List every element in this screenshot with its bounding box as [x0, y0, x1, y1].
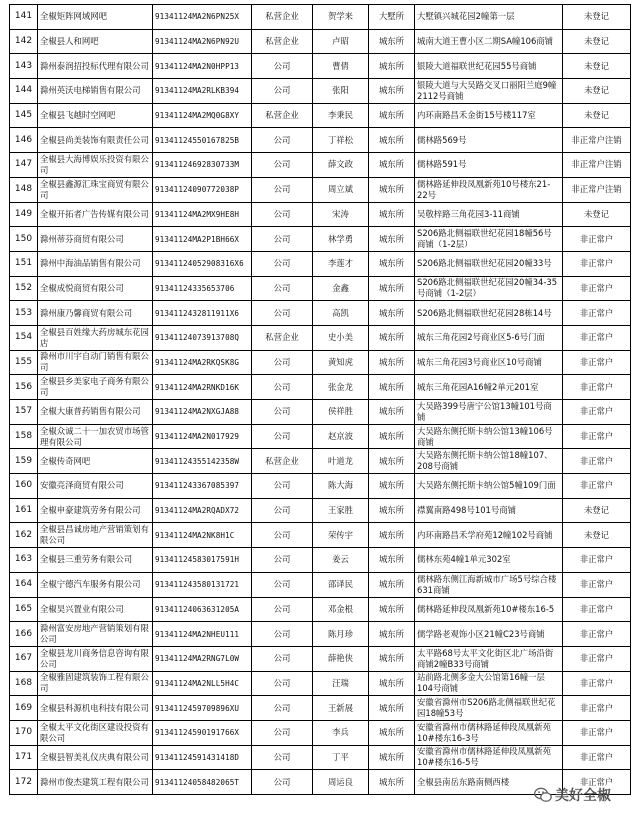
company-name-cell: 滁州富安房地产营销策划有限公司	[38, 622, 153, 647]
tax-office-cell: 城东所	[369, 622, 415, 647]
row-number-cell: 143	[10, 54, 38, 79]
table-row	[10, 325, 631, 350]
address-cell: 城东三角花园2号商业区5-6号门面	[415, 325, 563, 350]
enterprise-type-cell: 公司	[252, 153, 313, 178]
credit-code-cell: 9134112432811911X6	[153, 301, 252, 326]
company-name-cell: 滁州英沃电梯销售有限公司	[38, 79, 153, 104]
enterprise-type-cell: 公司	[252, 523, 313, 548]
row-number-cell: 157	[10, 400, 38, 425]
tax-office-cell: 大墅所	[369, 5, 415, 30]
company-name-cell: 滁州蒂芬商贸有限公司	[38, 227, 153, 252]
status-cell: 非正常户	[563, 597, 631, 622]
enterprise-type-cell: 公司	[252, 770, 313, 795]
legal-person-cell: 金鑫	[313, 276, 369, 301]
credit-code-cell: 91341124MA2N6PN92U	[153, 29, 252, 54]
row-number-cell: 170	[10, 720, 38, 745]
company-name-cell: 全椒开拓者广告传媒有限公司	[38, 202, 153, 227]
tax-office-cell: 城东所	[369, 54, 415, 79]
address-cell: 大吴路399号唐宁公馆13幢101号商铺	[415, 400, 563, 425]
row-number-cell: 141	[10, 5, 38, 30]
legal-person-cell: 侯祥胜	[313, 400, 369, 425]
credit-code-cell: 91341124090772038P	[153, 177, 252, 202]
table-row	[10, 276, 631, 301]
row-number-cell: 155	[10, 350, 38, 375]
status-cell: 非正常户	[563, 770, 631, 795]
row-number-cell: 158	[10, 424, 38, 449]
legal-person-cell: 卢昭	[313, 29, 369, 54]
table-row	[10, 79, 631, 104]
company-name-cell: 安徽亮泽商贸有限公司	[38, 474, 153, 499]
legal-person-cell: 李莲才	[313, 251, 369, 276]
company-name-cell: 全椒县飞越时空网吧	[38, 103, 153, 128]
table-row	[10, 400, 631, 425]
table-row	[10, 202, 631, 227]
credit-code-cell: 91341124583017591H	[153, 548, 252, 573]
enterprise-type-cell: 公司	[252, 696, 313, 721]
credit-code-cell: 91341124355142358W	[153, 449, 252, 474]
tax-office-cell: 城东所	[369, 720, 415, 745]
legal-person-cell: 林学勇	[313, 227, 369, 252]
tax-office-cell: 城东所	[369, 276, 415, 301]
status-cell: 非正常户	[563, 325, 631, 350]
tax-office-cell: 城东所	[369, 597, 415, 622]
row-number-cell: 166	[10, 622, 38, 647]
status-cell: 非正常户注销	[563, 177, 631, 202]
address-cell: 内环南路昌禾学府苑12幢102号商铺	[415, 523, 563, 548]
enterprise-type-cell: 私营企业	[252, 325, 313, 350]
status-cell: 非正常户注销	[563, 153, 631, 178]
row-number-cell: 148	[10, 177, 38, 202]
company-name-cell: 全椒县尚美装饰有限责任公司	[38, 128, 153, 153]
company-name-cell: 全椒县智美礼仪庆典有限公司	[38, 745, 153, 770]
company-name-cell: 全椒县科源机电科技有限公司	[38, 696, 153, 721]
company-name-cell: 滁州泰润招投标代理有限公司	[38, 54, 153, 79]
legal-person-cell: 薛艳侠	[313, 646, 369, 671]
credit-code-cell: 91341124073913708Q	[153, 325, 252, 350]
enterprise-type-cell: 公司	[252, 276, 313, 301]
enterprise-type-cell: 公司	[252, 720, 313, 745]
company-name-cell: 全椒申豪建筑劳务有限公司	[38, 498, 153, 523]
status-cell: 未登记	[563, 202, 631, 227]
row-number-cell: 165	[10, 597, 38, 622]
enterprise-type-cell: 公司	[252, 54, 313, 79]
legal-person-cell: 汪瑞	[313, 671, 369, 696]
credit-code-cell: 91341124MA2NK8H1C	[153, 523, 252, 548]
tax-office-cell: 城东所	[369, 375, 415, 400]
address-cell: 内环南路昌禾金街15号楼117室	[415, 103, 563, 128]
credit-code-cell: 91341124MA2MQ0G8XY	[153, 103, 252, 128]
credit-code-cell: 91341124MA2N6PN25X	[153, 5, 252, 30]
row-number-cell: 163	[10, 548, 38, 573]
tax-office-cell: 城东所	[369, 103, 415, 128]
status-cell: 未登记	[563, 79, 631, 104]
status-cell: 未登记	[563, 5, 631, 30]
company-name-cell: 全椒传奇网吧	[38, 449, 153, 474]
tax-office-cell: 城东所	[369, 79, 415, 104]
address-cell: 儒林路延伸段凤凰新苑10#楼东16-5	[415, 597, 563, 622]
row-number-cell: 159	[10, 449, 38, 474]
tax-office-cell: 城东所	[369, 646, 415, 671]
credit-code-cell: 91341124MA2RLKB394	[153, 79, 252, 104]
table-row	[10, 54, 631, 79]
watermark-text: 美好全椒	[555, 788, 611, 804]
credit-code-cell: 91341124590191766X	[153, 720, 252, 745]
company-name-cell: 全椒雅固建筑装饰工程有限公司	[38, 671, 153, 696]
table-row	[10, 153, 631, 178]
status-cell: 非正常户	[563, 227, 631, 252]
tax-office-cell: 城东所	[369, 671, 415, 696]
status-cell: 非正常户	[563, 671, 631, 696]
status-cell: 非正常户	[563, 350, 631, 375]
enterprise-type-cell: 私营企业	[252, 29, 313, 54]
tax-office-cell: 城东所	[369, 400, 415, 425]
row-number-cell: 150	[10, 227, 38, 252]
row-number-cell: 161	[10, 498, 38, 523]
company-name-cell: 全椒县三重劳务有限公司	[38, 548, 153, 573]
row-number-cell: 154	[10, 325, 38, 350]
row-number-cell: 152	[10, 276, 38, 301]
row-number-cell: 142	[10, 29, 38, 54]
legal-person-cell: 贺学来	[313, 5, 369, 30]
tax-office-cell: 城东所	[369, 498, 415, 523]
legal-person-cell: 荣传宇	[313, 523, 369, 548]
watermark	[534, 780, 634, 810]
tax-office-cell: 城东所	[369, 770, 415, 795]
legal-person-cell: 张阳	[313, 79, 369, 104]
enterprise-type-cell: 公司	[252, 400, 313, 425]
address-cell: 大吴路东侧托斯卡纳公馆5幢109门面	[415, 474, 563, 499]
credit-code-cell: 91341124MA2NXGJA88	[153, 400, 252, 425]
table-row	[10, 572, 631, 597]
address-cell: 儒林路591号	[415, 153, 563, 178]
credit-code-cell: 91341124MA2NLL5H4C	[153, 671, 252, 696]
address-cell: 银陵大道与大吴路交叉口丽阳兰庭9幢2112号商铺	[415, 79, 563, 104]
table-row	[10, 177, 631, 202]
company-name-cell: 全椒县昌诚房地产营销策划有限公司	[38, 523, 153, 548]
address-cell: 襟翼南路498号101号商铺	[415, 498, 563, 523]
status-cell: 未登记	[563, 103, 631, 128]
company-name-cell: 滁州市俊杰建筑工程有限公司	[38, 770, 153, 795]
enterprise-type-cell: 公司	[252, 227, 313, 252]
status-cell: 非正常户注销	[563, 128, 631, 153]
enterprise-type-cell: 公司	[252, 251, 313, 276]
enterprise-type-cell: 公司	[252, 646, 313, 671]
credit-code-cell: 91341124335653706	[153, 276, 252, 301]
tax-office-cell: 城东所	[369, 227, 415, 252]
legal-person-cell: 陈大海	[313, 474, 369, 499]
status-cell: 非正常户	[563, 449, 631, 474]
address-cell: 安徽省滁州市儒林路延伸段凤凰新苑10#楼东16-5号	[415, 745, 563, 770]
status-cell: 非正常户	[563, 276, 631, 301]
enterprise-type-cell: 公司	[252, 375, 313, 400]
row-number-cell: 144	[10, 79, 38, 104]
tax-office-cell: 城东所	[369, 474, 415, 499]
status-cell: 非正常户	[563, 548, 631, 573]
credit-code-cell: 91341124550167825B	[153, 128, 252, 153]
company-name-cell: 滁州中海油品销售有限公司	[38, 251, 153, 276]
credit-code-cell: 91341124MA2N0HPP13	[153, 54, 252, 79]
legal-person-cell: 曹倩	[313, 54, 369, 79]
credit-code-cell: 91341124MA2RQADX72	[153, 498, 252, 523]
table-row	[10, 301, 631, 326]
row-number-cell: 171	[10, 745, 38, 770]
company-name-cell: 全椒县大海博娱乐投资有限公司	[38, 153, 153, 178]
status-cell: 未登记	[563, 29, 631, 54]
legal-person-cell: 王家胜	[313, 498, 369, 523]
enterprise-type-cell: 公司	[252, 474, 313, 499]
status-cell: 非正常户	[563, 622, 631, 647]
status-cell: 非正常户	[563, 375, 631, 400]
table-row	[10, 671, 631, 696]
credit-code-cell: 91341124MA2RKQSK8G	[153, 350, 252, 375]
table-row	[10, 350, 631, 375]
tax-office-cell: 城东所	[369, 177, 415, 202]
legal-person-cell: 丁平	[313, 745, 369, 770]
credit-code-cell: 91341124692830733M	[153, 153, 252, 178]
enterprise-type-cell: 公司	[252, 350, 313, 375]
company-name-cell: 全椒宁德汽车服务有限公司	[38, 572, 153, 597]
company-name-cell: 全椒成悦商贸有限公司	[38, 276, 153, 301]
table-row	[10, 548, 631, 573]
legal-person-cell: 邵译民	[313, 572, 369, 597]
row-number-cell: 167	[10, 646, 38, 671]
status-cell: 非正常户	[563, 745, 631, 770]
enterprise-type-cell: 公司	[252, 177, 313, 202]
credit-code-cell: 91341124MA2NHEU111	[153, 622, 252, 647]
tax-office-cell: 城东所	[369, 523, 415, 548]
company-name-cell: 全椒县人和网吧	[38, 29, 153, 54]
address-cell: S206路北侧福联世纪花园28栋14号	[415, 301, 563, 326]
enterprise-type-cell: 公司	[252, 745, 313, 770]
address-cell: 大吴路东侧托斯卡纳公馆13幢106号商铺	[415, 424, 563, 449]
status-cell: 非正常户	[563, 474, 631, 499]
enterprise-type-cell: 公司	[252, 572, 313, 597]
table-row	[10, 424, 631, 449]
credit-code-cell: 91341124MA2MX9HE8H	[153, 202, 252, 227]
credit-code-cell: 91341124058482065T	[153, 770, 252, 795]
row-number-cell: 169	[10, 696, 38, 721]
company-name-cell: 全椒昊兴置业有限公司	[38, 597, 153, 622]
legal-person-cell: 张金龙	[313, 375, 369, 400]
table-row	[10, 498, 631, 523]
tax-office-cell: 城东所	[369, 202, 415, 227]
row-number-cell: 162	[10, 523, 38, 548]
enterprise-type-cell: 私营企业	[252, 103, 313, 128]
address-cell: 安徽省滁州市S206路北侧福联世纪花园18幢53号	[415, 696, 563, 721]
table-row	[10, 449, 631, 474]
table-row	[10, 646, 631, 671]
address-cell: S206路北侧福联世纪花园20幢33号	[415, 251, 563, 276]
credit-code-cell: 91341124063631205A	[153, 597, 252, 622]
table-row	[10, 375, 631, 400]
address-cell: 站前路北侧多金大公馆第16幢一层104号商铺	[415, 671, 563, 696]
table-row	[10, 251, 631, 276]
status-cell: 非正常户	[563, 400, 631, 425]
company-name-cell: 全椒太平文化街区建设投资有限公司	[38, 720, 153, 745]
address-cell: 城东三角花园A16幢2单元201室	[415, 375, 563, 400]
table-row	[10, 745, 631, 770]
legal-person-cell: 姜云	[313, 548, 369, 573]
address-cell: 儒林路569号	[415, 128, 563, 153]
wechat-icon	[534, 787, 552, 803]
address-cell: 全椒县南岳东路南侧西楼	[415, 770, 563, 795]
tax-office-cell: 城东所	[369, 745, 415, 770]
table-row	[10, 5, 631, 30]
tax-office-cell: 城东所	[369, 548, 415, 573]
tax-office-cell: 城东所	[369, 251, 415, 276]
status-cell: 未登记	[563, 498, 631, 523]
row-number-cell: 147	[10, 153, 38, 178]
company-name-cell: 全椒县乡美家电子商务有限公司	[38, 375, 153, 400]
registration-table	[9, 4, 631, 795]
tax-office-cell: 城东所	[369, 572, 415, 597]
row-number-cell: 156	[10, 375, 38, 400]
table-row	[10, 720, 631, 745]
credit-code-cell: 91341124591431418D	[153, 745, 252, 770]
company-name-cell: 全椒大康普药销售有限公司	[38, 400, 153, 425]
enterprise-type-cell: 公司	[252, 202, 313, 227]
enterprise-type-cell: 公司	[252, 301, 313, 326]
tax-office-cell: 城东所	[369, 696, 415, 721]
tax-office-cell: 城东所	[369, 29, 415, 54]
company-name-cell: 全椒县百姓缘大药房城东花园店	[38, 325, 153, 350]
row-number-cell: 145	[10, 103, 38, 128]
table-row	[10, 29, 631, 54]
row-number-cell: 160	[10, 474, 38, 499]
tax-office-cell: 城东所	[369, 153, 415, 178]
company-name-cell: 全椒县鑫源汇珠宝商贸有限公司	[38, 177, 153, 202]
status-cell: 非正常户	[563, 251, 631, 276]
company-name-cell: 全椒众诚二十一加农贸市场管理有限公司	[38, 424, 153, 449]
enterprise-type-cell: 公司	[252, 79, 313, 104]
enterprise-type-cell: 公司	[252, 424, 313, 449]
company-name-cell: 滁州市川宇自动门销售有限公司	[38, 350, 153, 375]
address-cell: S206路北侧福联世纪花园20幢34-35号商铺（1-2层）	[415, 276, 563, 301]
table-row	[10, 523, 631, 548]
address-cell: 儒林路延伸段凤凰新苑10号楼东21-22号	[415, 177, 563, 202]
enterprise-type-cell: 公司	[252, 498, 313, 523]
company-name-cell: 滁州康乃馨商贸有限公司	[38, 301, 153, 326]
status-cell: 非正常户	[563, 696, 631, 721]
legal-person-cell: 王新展	[313, 696, 369, 721]
legal-person-cell: 赵京波	[313, 424, 369, 449]
legal-person-cell: 陈月珍	[313, 622, 369, 647]
status-cell: 非正常户	[563, 572, 631, 597]
address-cell: 儒林东苑4幢1单元302室	[415, 548, 563, 573]
legal-person-cell: 史小美	[313, 325, 369, 350]
table-row	[10, 227, 631, 252]
credit-code-cell: 91341124MA2P1BH66X	[153, 227, 252, 252]
address-cell: 儒学路老观饰小区21幢C23号商铺	[415, 622, 563, 647]
legal-person-cell: 薛文政	[313, 153, 369, 178]
legal-person-cell: 周立斌	[313, 177, 369, 202]
address-cell: 儒林路东侧江海新城市广场5号综合楼631商铺	[415, 572, 563, 597]
address-cell: 大吴路东侧托斯卡纳公馆18幢107、208号商铺	[415, 449, 563, 474]
enterprise-type-cell: 公司	[252, 128, 313, 153]
enterprise-type-cell: 公司	[252, 548, 313, 573]
address-cell: 银陵大道福联世纪花园55号商铺	[415, 54, 563, 79]
status-cell: 未登记	[563, 523, 631, 548]
enterprise-type-cell: 公司	[252, 671, 313, 696]
credit-code-cell: 91341124358013172​1	[153, 572, 252, 597]
row-number-cell: 164	[10, 572, 38, 597]
credit-code-cell: 91341124336708539​7	[153, 474, 252, 499]
row-number-cell: 153	[10, 301, 38, 326]
enterprise-type-cell: 公司	[252, 597, 313, 622]
credit-code-cell: 91341124597098​96XU	[153, 696, 252, 721]
company-name-cell: 全椒矩阵网域网吧	[38, 5, 153, 30]
table-row	[10, 622, 631, 647]
credit-code-cell: 91341124052908316X6	[153, 251, 252, 276]
tax-office-cell: 城东所	[369, 424, 415, 449]
tax-office-cell: 城东所	[369, 128, 415, 153]
legal-person-cell: 黄知虎	[313, 350, 369, 375]
row-number-cell: 168	[10, 671, 38, 696]
row-number-cell: 151	[10, 251, 38, 276]
legal-person-cell: 邓金根	[313, 597, 369, 622]
table-row	[10, 597, 631, 622]
table-row	[10, 474, 631, 499]
enterprise-type-cell: 私营企业	[252, 5, 313, 30]
legal-person-cell: 周运良	[313, 770, 369, 795]
legal-person-cell: 宋涛	[313, 202, 369, 227]
address-cell: 吴敬梓路三角花园3-11商铺	[415, 202, 563, 227]
status-cell: 未登记	[563, 54, 631, 79]
credit-code-cell: 91341124MA2RNG7L0W	[153, 646, 252, 671]
enterprise-type-cell: 私营企业	[252, 449, 313, 474]
address-cell: 安徽省滁州市儒林路延伸段凤凰新苑10#楼东16-3号	[415, 720, 563, 745]
address-cell: S206路北侧福联世纪花园18幢56号商铺（1-2层）	[415, 227, 563, 252]
status-cell: 非正常户	[563, 424, 631, 449]
table-row	[10, 696, 631, 721]
address-cell: 城东三角花园3号商业区10号商铺	[415, 350, 563, 375]
row-number-cell: 172	[10, 770, 38, 795]
address-cell: 城南大道王曹小区二期SA幢106商铺	[415, 29, 563, 54]
legal-person-cell: 李兵	[313, 720, 369, 745]
tax-office-cell: 城东所	[369, 449, 415, 474]
credit-code-cell: 91341124MA2N017929	[153, 424, 252, 449]
tax-office-cell: 城东所	[369, 325, 415, 350]
enterprise-type-cell: 公司	[252, 622, 313, 647]
row-number-cell: 149	[10, 202, 38, 227]
status-cell: 非正常户	[563, 720, 631, 745]
credit-code-cell: 91341124MA2RNKD16K	[153, 375, 252, 400]
tax-office-cell: 城东所	[369, 350, 415, 375]
address-cell: 大墅镇兴城花园2幢第一层	[415, 5, 563, 30]
address-cell: 太平路68号太平文化街区北广场沿街商铺2幢B33号商铺	[415, 646, 563, 671]
tax-office-cell: 城东所	[369, 301, 415, 326]
legal-person-cell: 高凯	[313, 301, 369, 326]
table-row	[10, 128, 631, 153]
legal-person-cell: 丁祥松	[313, 128, 369, 153]
company-name-cell: 全椒县龙川商务信息咨询有限公司	[38, 646, 153, 671]
table-row	[10, 103, 631, 128]
legal-person-cell: 李秉民	[313, 103, 369, 128]
status-cell: 非正常户	[563, 301, 631, 326]
row-number-cell: 146	[10, 128, 38, 153]
legal-person-cell: 叶道龙	[313, 449, 369, 474]
status-cell: 非正常户	[563, 646, 631, 671]
